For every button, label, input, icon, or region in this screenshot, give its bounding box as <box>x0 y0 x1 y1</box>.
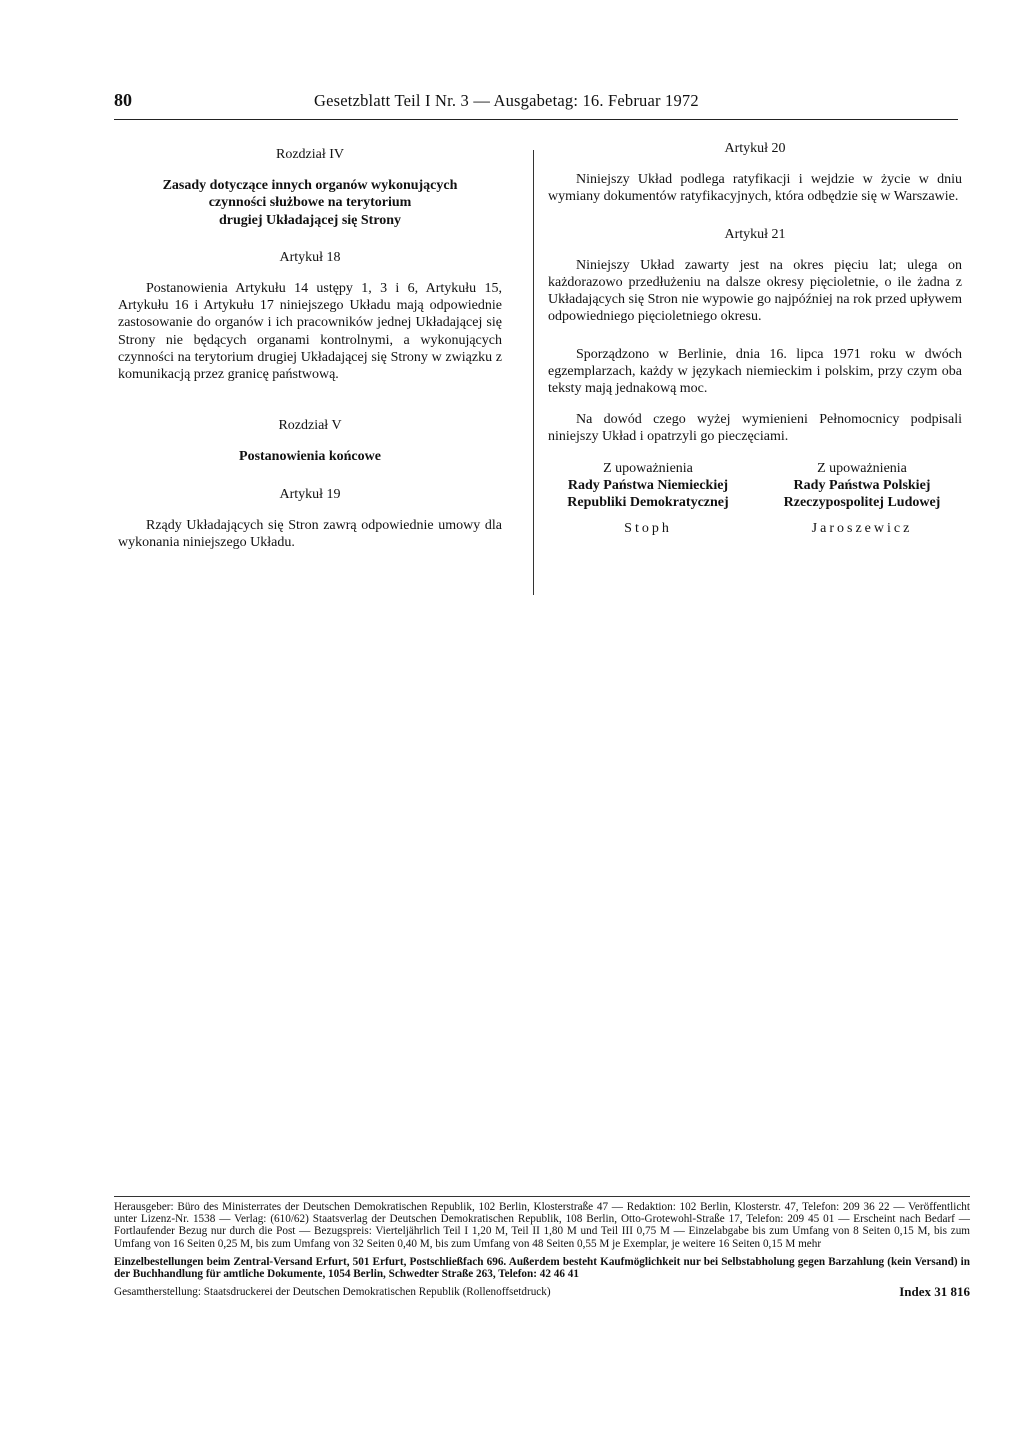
index-number: Index 31 816 <box>899 1284 970 1300</box>
chapter-iv-title-line: czynności służbowe na terytorium <box>208 195 412 211</box>
article-19-text: Rządy Układających się Stron zawrą odpowiednie umowy dla wykonania niniejszego Układu. <box>118 517 502 551</box>
signature-body-line: Republiki Demokratycznej <box>567 495 729 511</box>
imprint-footer <box>114 1196 970 1298</box>
chapter-iv-title-line: drugiej Układającej się Strony <box>218 212 402 228</box>
signature-on-behalf: Z upoważnienia <box>817 460 907 476</box>
chapter-v-title: Postanowienia końcowe <box>239 449 381 465</box>
column-divider <box>533 150 534 595</box>
article-18-label: Artykuł 18 <box>279 249 341 265</box>
footer-rule <box>114 1196 970 1197</box>
signature-on-behalf: Z upoważnienia <box>603 460 693 476</box>
printer-info: Gesamtherstellung: Staatsdruckerei der Deutschen Demokratischen Republik (Rollenoffsetdruck) <box>114 1286 551 1299</box>
chapter-iv-title <box>118 177 502 229</box>
article-20-text: Niniejszy Układ podlega ratyfikacji i wejdzie w życie w dniu wymiany dokumentów ratyfikacyjnych, która odbędzie się w Warszawie. <box>548 172 962 205</box>
signature-body-line: Rzeczypospolitej Ludowej <box>783 495 941 511</box>
chapter-iv-title-line: Zasady dotyczące innych organów wykonujących <box>162 178 458 194</box>
signature-body-line: Rady Państwa Polskiej <box>793 477 931 493</box>
signatory-name: Jaroszewicz <box>811 521 913 537</box>
orders-info: Einzelbestellungen beim Zentral-Versand Erfurt, 501 Erfurt, Postschließfach 696. Außerdem besteht Kaufmöglichkeit nur bei Selbstabholung gegen Barzahlung (kein Versand) in der Buchhandlung für amtliche Dokumente, 1054 Berlin, Schwedter Straße 263, Telefon: 42 46 41 <box>114 1255 970 1281</box>
witness-paragraph: Na dowód czego wyżej wymienieni Pełnomocnicy podpisali niniejszy Układ i opatrzyli go pieczęciami. <box>548 412 962 445</box>
article-21-label: Artykuł 21 <box>724 226 786 242</box>
done-at-paragraph: Sporządzono w Berlinie, dnia 16. lipca 1971 roku w dwóch egzemplarzach, każdy w językach niemieckim i polskim, przy czym oba teksty mają jednakową moc. <box>548 346 962 397</box>
header-rule <box>114 119 958 120</box>
publisher-info: Herausgeber: Büro des Ministerrates der Deutschen Demokratischen Republik, 102 Berlin, Klosterstraße 47 — Redaktion: 102 Berlin, Klosterstr. 47, Telefon: 209 36 22 — Veröffentlicht unter Lizenz-Nr. 1538 — Verlag: (610/62) Staatsverlag der Deutschen Demokratischen Republik, 108 Berlin, Otto-Grotewohl-Straße 17, Telefon: 209 45 01 — Erscheint nach Bedarf — Fortlaufender Bezug nur durch die Post — Bezugspreis: Vierteljährlich Teil I 1,20 M, Teil II 1,80 M und Teil III 0,75 M — Einzelabgabe bis zum Umfang von 8 Seiten 0,15 M, bis zum Umfang von 16 Seiten 0,25 M, bis zum Umfang von 32 Seiten 0,40 M, bis zum Umfang von 48 Seiten 0,55 M je Exemplar, je weitere 16 Seiten 0,15 M mehr <box>114 1201 970 1250</box>
signature-block-gdr <box>548 460 748 538</box>
article-18-text: Postanowienia Artykułu 14 ustępy 1, 3 i 6, Artykułu 15, Artykułu 16 i Artykułu 17 niniejszego Układu mają odpowiednie zastosowanie do organów i ich pracowników jednej Układającej się Strony nie będących organami kontrolnymi, a wykonujących czynności na terytorium drugiej Układającej się Strony w związku z komunikacją przez granicę państwową. <box>118 281 502 383</box>
footer-last-line <box>114 1286 970 1298</box>
signatory-name: Stoph <box>624 521 672 537</box>
page-header <box>114 90 958 116</box>
article-21-text: Niniejszy Układ zawarty jest na okres pięciu lat; ulega on każdorazowo przedłużeniu na dalsze okresy pięcioletnie, o ile żadna z Układających się Stron nie wypowie go najpóźniej na rok przed upływem odpowiedniego pięcioletniego okresu. <box>548 257 962 325</box>
signature-block-prl <box>762 460 962 538</box>
article-20-label: Artykuł 20 <box>724 141 786 156</box>
left-column <box>118 146 502 551</box>
page-number: 80 <box>114 90 132 110</box>
right-column <box>548 140 962 537</box>
signatures <box>548 460 962 538</box>
chapter-v-label: Rozdział V <box>278 418 342 434</box>
article-19-label: Artykuł 19 <box>279 486 341 502</box>
signature-body-line: Rady Państwa Niemieckiej <box>567 477 729 493</box>
chapter-iv-label: Rozdział IV <box>275 147 345 162</box>
running-title: Gesetzblatt Teil I Nr. 3 — Ausgabetag: 16. Februar 1972 <box>314 91 699 110</box>
